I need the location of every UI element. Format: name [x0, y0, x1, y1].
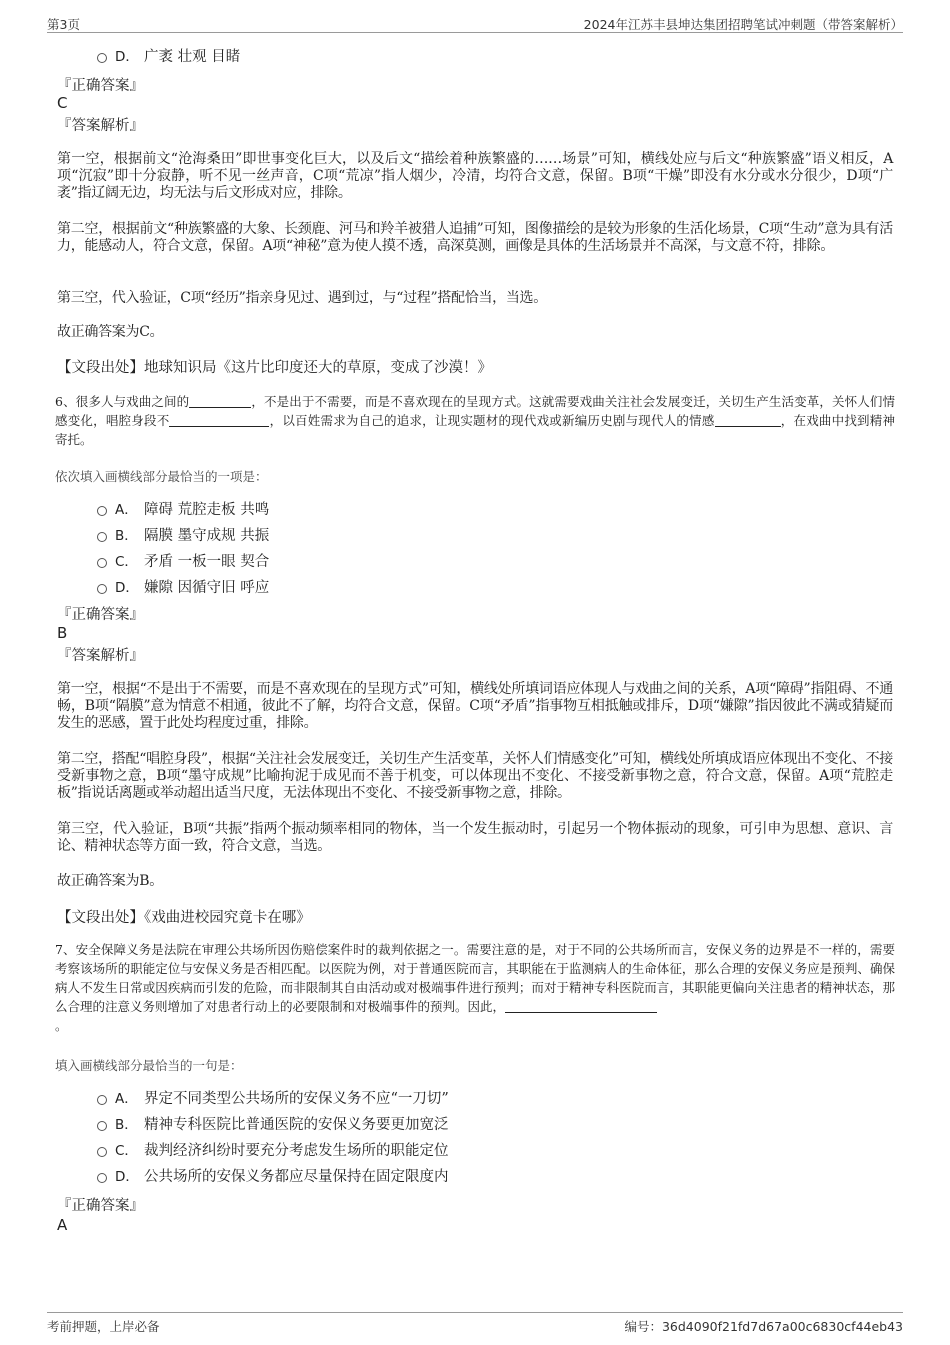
option-text: 公共场所的安保义务都应尽量保持在固定限度内	[144, 1169, 449, 1185]
option-key: D．	[115, 580, 139, 596]
q7-stem-text: 。	[55, 1018, 68, 1033]
option-text: 裁判经济纠纷时要充分考虑发生场所的职能定位	[144, 1143, 449, 1159]
q5-analysis-label: 『答案解析』	[57, 118, 144, 134]
option-text: 隔膜 墨守成规 共振	[144, 528, 270, 544]
option-key: D．	[115, 1169, 139, 1185]
option-text: 嫌隙 因循守旧 呼应	[144, 580, 270, 596]
page-header	[47, 12, 903, 33]
q6-stem-text: 6、很多人与戏曲之间的	[55, 394, 190, 409]
option-key: C．	[115, 554, 138, 570]
q6-instruction: 依次填入画横线部分最恰当的一项是：	[55, 469, 268, 484]
q7-instruction: 填入画横线部分最恰当的一句是：	[55, 1058, 243, 1073]
q6-stem-text: ，以百姓需求为自己的追求，让现实题材的现代戏或新编历史剧与现代人的情感	[269, 413, 715, 428]
q6-analysis-2: 第二空，搭配“唱腔身段”，根据“关注社会发展变迁，关切生产生活变革，关怀人们情感变化”可知，横线处所填成语应体现出不变化、不接受新事物之意，B项“墨守成规”比喻拘泥于成见而不善于机变，可以体现出不变化、不接受新事物之意，符合文意，保留。A项“荒腔走板”指说话离题或举动超出适当尺度，无法体现出不变化、不接受新事物之意，排除。	[57, 751, 893, 801]
q7-stem	[55, 940, 895, 1035]
option-key: C．	[115, 1143, 138, 1159]
blank-line	[715, 414, 781, 427]
radio-icon[interactable]	[97, 1121, 107, 1131]
document-title: 2024年江苏丰县坤达集团招聘笔试冲刺题（带答案解析）	[583, 17, 903, 32]
option-text: 矛盾 一板一眼 契合	[144, 554, 270, 570]
page-number: 第3页	[47, 17, 80, 32]
option-key: B．	[115, 1117, 138, 1133]
q6-stem	[55, 392, 895, 449]
q5-analysis-2: 第二空，根据前文“种族繁盛的大象、长颈鹿、河马和羚羊被猎人追捕”可知，图像描绘的是较为形象的生活化场景，C项“生动”意为具有活力，能感动人，符合文意，保留。A项“神秘”意为使人摸不透，高深莫测，画像是具体的生活场景并不高深，与文意不符，排除。	[57, 221, 893, 254]
option-text: 广袤 壮观 目睹	[144, 49, 241, 65]
option-key: D．	[115, 49, 139, 65]
q6-analysis-3: 第三空，代入验证，B项“共振”指两个振动频率相同的物体，当一个发生振动时，引起另一个物体振动的现象，可引申为思想、意识、言论、精神状态等方面一致，符合文意，当选。	[57, 821, 893, 854]
q5-analysis-1: 第一空，根据前文“沧海桑田”即世事变化巨大，以及后文“描绘着种族繁盛的……场景”可知，横线处应与后文“种族繁盛”语义相反，A项“沉寂”即十分寂静，听不见一丝声音，C项“荒凉”指人烟少，冷清，均符合文意，保留。B项“干燥”即没有水分或水分很少，D项“广袤”指辽阔无边，均无法与后文形成对应，排除。	[57, 151, 893, 201]
q7-answer-label: 『正确答案』	[57, 1198, 144, 1214]
page-footer	[47, 1312, 903, 1339]
radio-icon[interactable]	[97, 1173, 107, 1183]
q5-source: 【文段出处】地球知识局《这片比印度还大的草原，变成了沙漠！》	[57, 360, 492, 376]
radio-icon[interactable]	[97, 584, 107, 594]
q6-source: 【文段出处】《戏曲进校园究竟卡在哪》	[57, 910, 311, 926]
q6-analysis-label: 『答案解析』	[57, 648, 144, 664]
q6-analysis-1: 第一空，根据“不是出于不需要，而是不喜欢现在的呈现方式”可知，横线处所填词语应体现人与戏曲之间的关系，A项“障碍”指阻碍、不通畅，B项“隔膜”意为情意不相通，彼此不了解，均符合文意，保留。C项“矛盾”指事物互相抵触或排斥，D项“嫌隙”指因彼此不满或猜疑而发生的恶感，置于此处均程度过重，排除。	[57, 681, 893, 731]
radio-icon[interactable]	[97, 53, 107, 63]
q7-answer: A	[57, 1216, 68, 1234]
q6-stem-text: ，不是出于不需要，而是不喜欢现在的呈现方式。这就需要戏曲关注社会发展变迁，关切生产生活变革，关怀人们情感变化，唱腔身段不	[55, 394, 895, 428]
radio-icon[interactable]	[97, 558, 107, 568]
q5-answer-label: 『正确答案』	[57, 78, 144, 94]
blank-line	[169, 414, 269, 427]
blank-line	[505, 1000, 657, 1013]
q6-answer: B	[57, 624, 68, 642]
q5-answer: C	[57, 94, 68, 112]
footer-slogan: 考前押题，上岸必备	[47, 1319, 160, 1334]
option-text: 障碍 荒腔走板 共鸣	[144, 502, 270, 518]
radio-icon[interactable]	[97, 506, 107, 516]
radio-icon[interactable]	[97, 1095, 107, 1105]
document-code: 编号：36d4090f21fd7d67a00c6830cf44eb43	[624, 1319, 903, 1334]
q6-answer-label: 『正确答案』	[57, 607, 144, 623]
option-key: A．	[115, 1091, 138, 1107]
blank-line	[189, 395, 251, 408]
option-text: 精神专科医院比普通医院的安保义务要更加宽泛	[144, 1117, 449, 1133]
q5-analysis-3: 第三空，代入验证，C项“经历”指亲身见过、遇到过，与“过程”搭配恰当，当选。	[57, 290, 547, 306]
q5-conclusion: 故正确答案为C。	[57, 324, 164, 340]
option-key: B．	[115, 528, 138, 544]
q7-stem-text: 7、安全保障义务是法院在审理公共场所因伤赔偿案件时的裁判依据之一。需要注意的是，对于不同的公共场所而言，安保义务的边界是不一样的，需要考察该场所的职能定位与安保义务是否相匹配。以医院为例，对于普通医院而言，其职能在于监测病人的生命体征，那么合理的安保义务应是预判、确保病人不发生日常或因疾病而引发的危险，而非限制其自由活动或对极端事件进行预判；而对于精神专科医院而言，其职能更偏向关注患者的精神状态，那么合理的注意义务则增加了对患者行动上的必要限制和对极端事件的预判。因此，	[55, 942, 895, 1014]
option-key: A．	[115, 502, 138, 518]
q6-stem-text: ，在戏曲中找到精神寄托。	[55, 413, 895, 447]
option-text: 界定不同类型公共场所的安保义务不应“一刀切”	[144, 1091, 449, 1107]
q6-conclusion: 故正确答案为B。	[57, 873, 163, 889]
radio-icon[interactable]	[97, 532, 107, 542]
radio-icon[interactable]	[97, 1147, 107, 1157]
